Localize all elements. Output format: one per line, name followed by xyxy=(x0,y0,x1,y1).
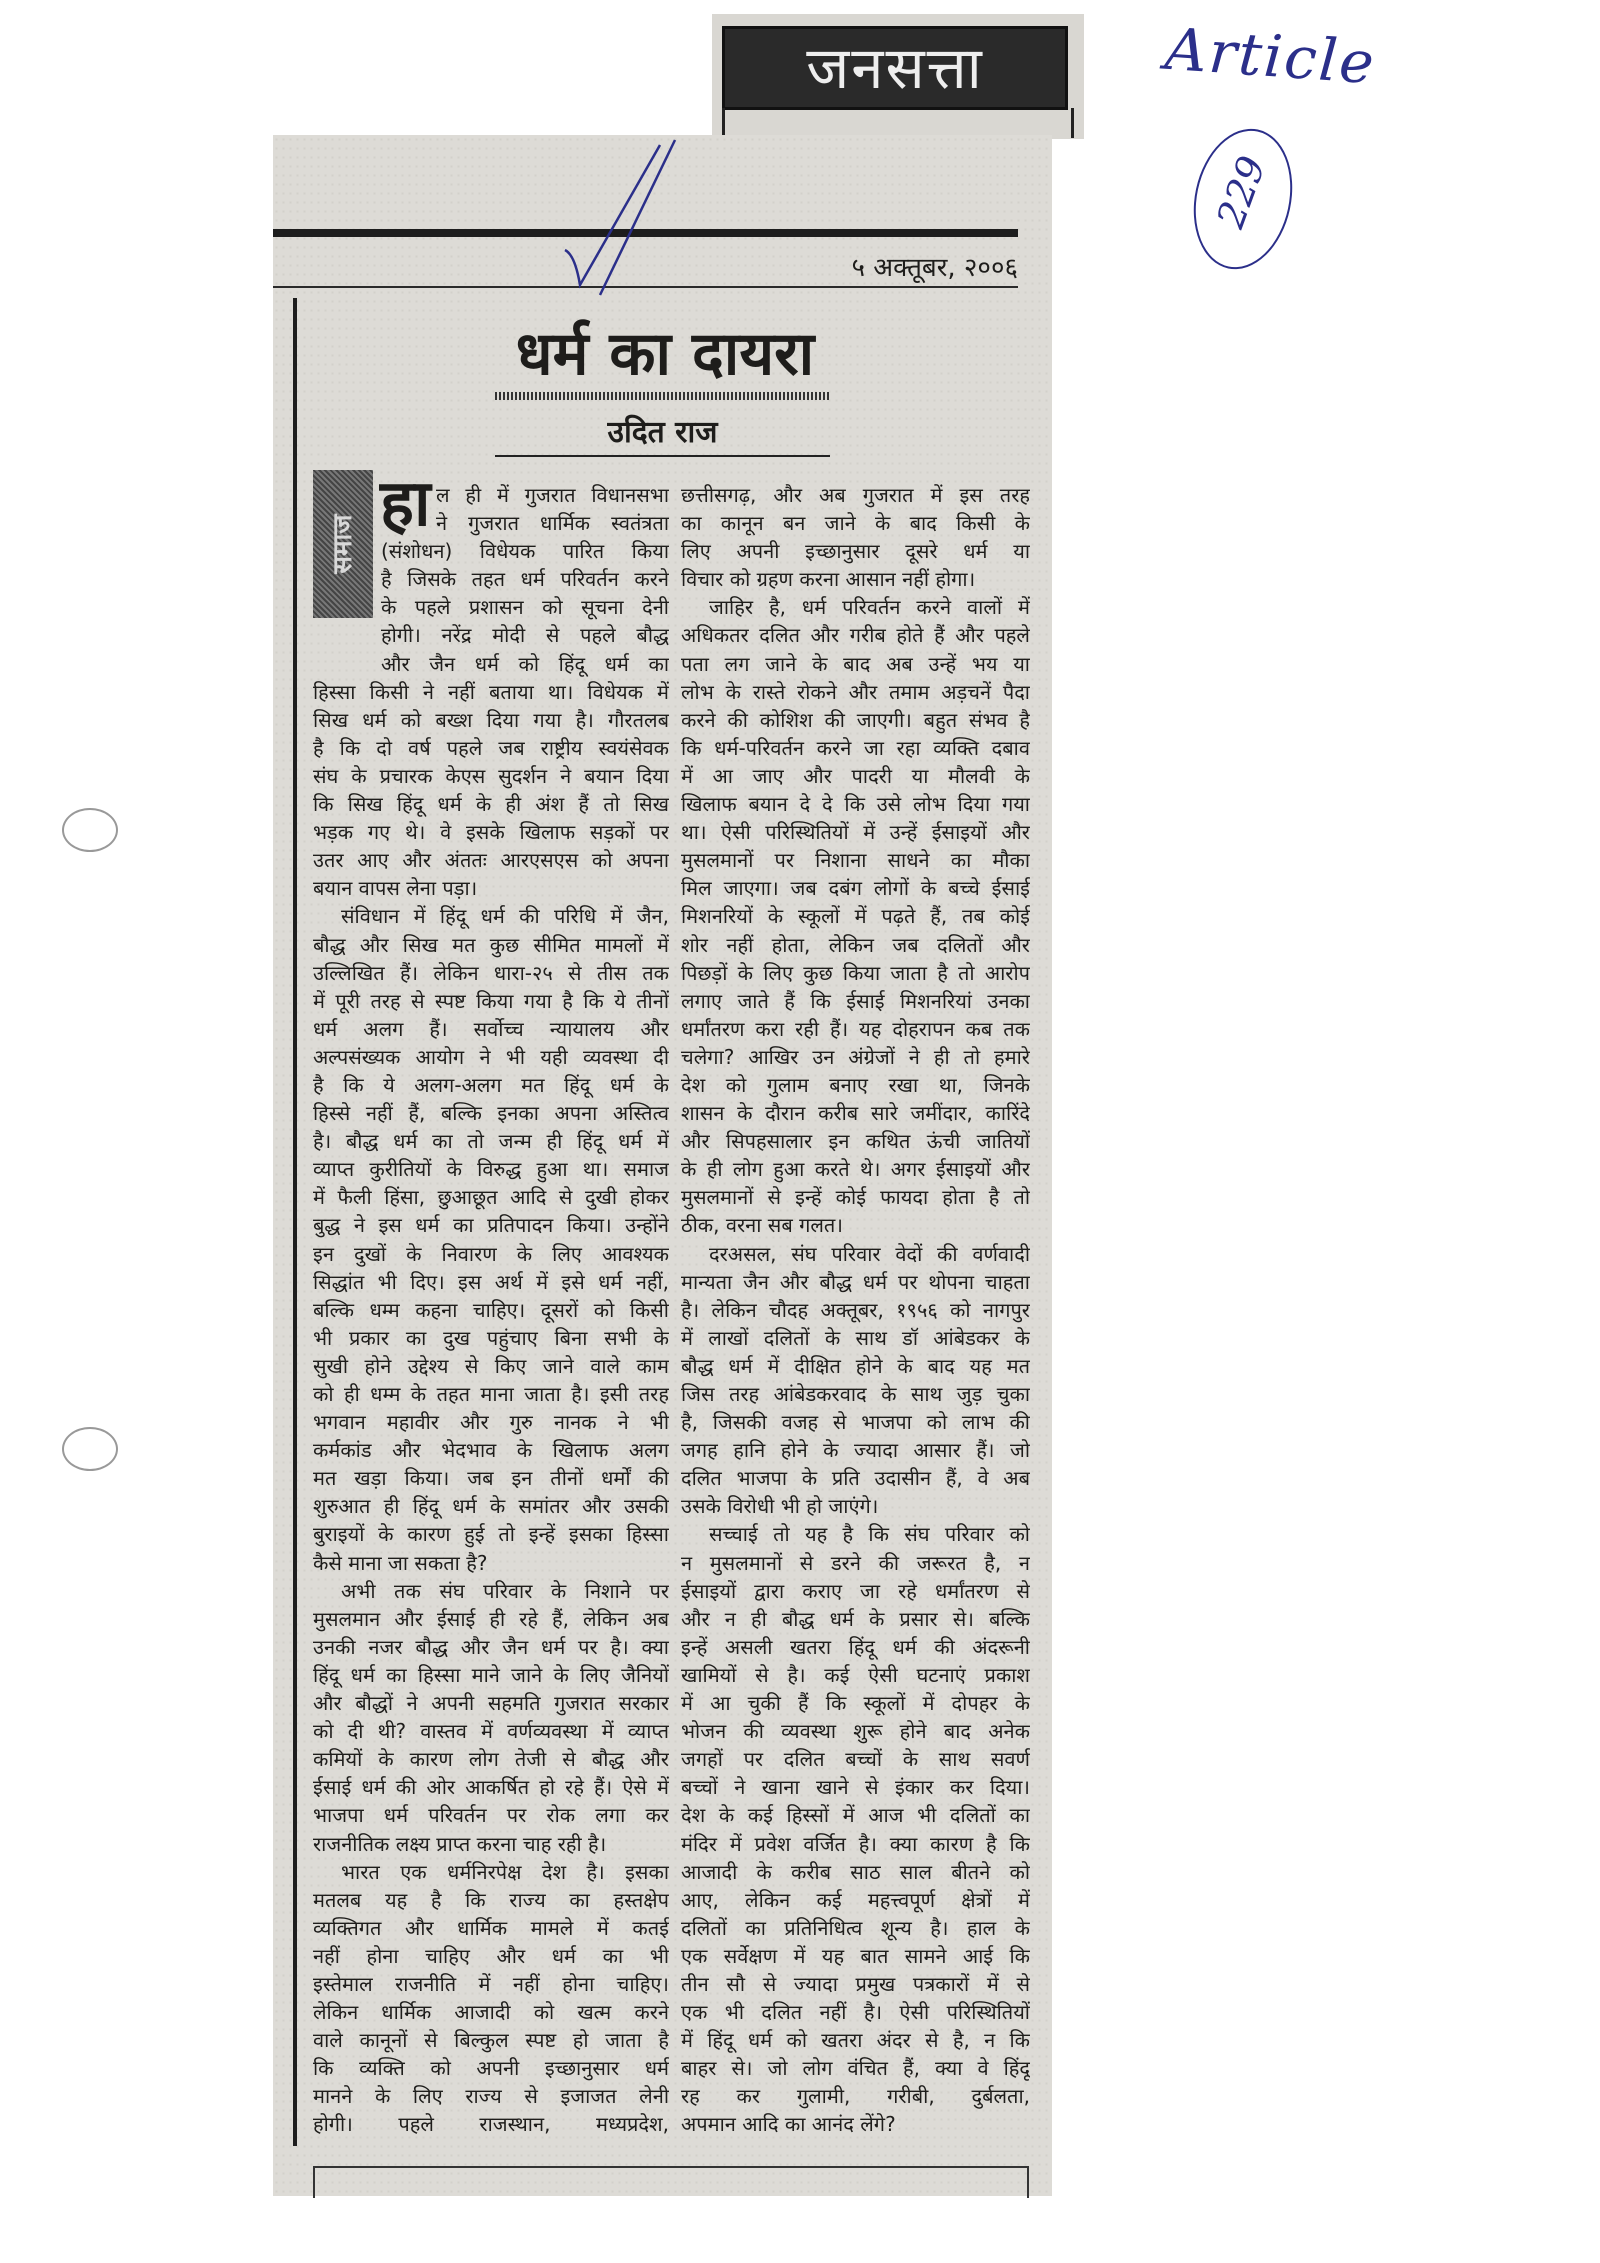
article-line: मुसलमान और ईसाई ही रहे हैं, लेकिन अब xyxy=(313,1606,669,1631)
article-line: मिशनरियों के स्कूलों में पढ़ते हैं, तब कोई xyxy=(681,904,1030,929)
article-line: शोर नहीं होता, लेकिन जब दलितों और xyxy=(681,932,1030,957)
article-column-left xyxy=(313,481,669,2139)
article-line: दरअसल, संघ परिवार वेदों की वर्णवादी xyxy=(709,1241,1030,1266)
article-line: है। लेकिन चौदह अक्तूबर, १९५६ को नागपुर xyxy=(681,1297,1030,1322)
article-column-right xyxy=(681,481,1030,2139)
checkmark-icon xyxy=(560,135,690,305)
column-border xyxy=(293,298,297,2146)
article-line: में लाखों दलितों के साथ डॉ आंबेडकर के xyxy=(681,1325,1030,1350)
article-line: भाजपा धर्म परिवर्तन पर रोक लगा कर xyxy=(313,1803,669,1828)
article-line: लेकिन धार्मिक आजादी को खत्म करने xyxy=(313,2000,669,2025)
article-line: लोभ के रास्ते रोकने और तमाम अड़चनें पैदा xyxy=(681,679,1030,704)
article-line: मानने के लिए राज्य से इजाजत लेनी xyxy=(313,2084,669,2109)
article-line: संविधान में हिंदू धर्म की परिधि में जैन, xyxy=(341,904,669,929)
masthead-frame xyxy=(722,108,1074,138)
article-line: अल्पसंख्यक आयोग ने भी यही व्यवस्था दी xyxy=(313,1044,669,1069)
article-line: बौद्ध और सिख मत कुछ सीमित मामलों में xyxy=(313,932,669,957)
article-line: में आ जाए और पादरी या मौलवी के xyxy=(681,763,1030,788)
article-line: उसके विरोधी भी हो जाएंगे। xyxy=(681,1494,879,1519)
article-line: मान्यता जैन और बौद्ध धर्म पर थोपना चाहता xyxy=(681,1269,1030,1294)
article-line: सुखी होने उद्देश्य से किए जाने वाले काम xyxy=(313,1353,669,1378)
article-line: जगह हानि होने के ज्यादा आसार हैं। जो xyxy=(681,1438,1030,1463)
article-line: है कि ये अलग-अलग मत हिंदू धर्म के xyxy=(313,1072,669,1097)
article-line: भगवान महावीर और गुरु नानक ने भी xyxy=(313,1410,669,1435)
article-line: है। बौद्ध धर्म का तो जन्म ही हिंदू धर्म में xyxy=(313,1129,669,1154)
article-line: मंदिर में प्रवेश वर्जित है। क्या कारण है कि xyxy=(681,1831,1030,1856)
article-line: पिछड़ों के लिए कुछ किया जाता है तो आरोप xyxy=(681,960,1030,985)
article-line: ल ही में गुजरात विधानसभा xyxy=(436,483,669,507)
article-line: इस्तेमाल राजनीति में नहीं होना चाहिए। xyxy=(313,1971,669,1996)
article-line: जिस तरह आंबेडकरवाद के साथ जुड़ चुका xyxy=(681,1382,1030,1406)
article-line: भड़क गए थे। वे इसके खिलाफ सड़कों पर xyxy=(313,820,669,845)
article-line: देश को गुलाम बनाए रखा था, जिनके xyxy=(681,1072,1030,1097)
article-line: का कानून बन जाने के बाद किसी के xyxy=(681,511,1030,536)
article-line: मिल जाएगा। जब दबंग लोगों के बच्चे ईसाई xyxy=(681,876,1030,901)
article-line: बाहर से। जो लोग वंचित हैं, क्या वे हिंदू xyxy=(681,2056,1030,2081)
article-line: चलेगा? आखिर उन अंग्रेजों ने ही तो हमारे xyxy=(681,1044,1030,1069)
article-line: को ही धम्म के तहत माना जाता है। इसी तरह xyxy=(313,1382,669,1406)
article-line: अधिकतर दलित और गरीब होते हैं और पहले xyxy=(681,623,1030,648)
article-line: ने गुजरात धार्मिक स्वतंत्रता xyxy=(436,511,669,536)
article-line: ठीक, वरना सब गलत। xyxy=(681,1213,843,1238)
article-line: हिंदू धर्म का हिस्सा माने जाने के लिए जैनियों xyxy=(313,1662,669,1687)
handwritten-number: 229 xyxy=(1208,150,1275,234)
article-line: मुसलमानों से इन्हें कोई फायदा होता है तो xyxy=(681,1185,1030,1210)
article-line: लगाए जाते हैं कि ईसाई मिशनरियां उनका xyxy=(681,988,1030,1013)
article-line: होगी। नरेंद्र मोदी से पहले बौद्ध xyxy=(381,623,669,648)
article-line: जगहों पर दलित बच्चों के साथ सवर्ण xyxy=(681,1747,1030,1772)
article-line: (संशोधन) विधेयक पारित किया xyxy=(381,539,669,564)
article-line: में आ चुकी हैं कि स्कूलों में दोपहर के xyxy=(681,1691,1030,1716)
title-divider xyxy=(495,392,830,400)
article-line: कमियों के कारण लोग तेजी से बौद्ध और xyxy=(313,1747,669,1772)
article-line: है जिसके तहत धर्म परिवर्तन करने xyxy=(381,567,669,592)
article-line: छत्तीसगढ़, और अब गुजरात में इस तरह xyxy=(681,483,1030,507)
article-line: है कि दो वर्ष पहले जब राष्ट्रीय स्वयंसेवक xyxy=(313,735,669,760)
author-divider xyxy=(495,455,830,457)
article-line: और सिपहसालार इन कथित ऊंची जातियों xyxy=(681,1129,1030,1154)
next-article-frame xyxy=(313,2166,1029,2198)
section-label: समाज xyxy=(328,514,358,574)
article-line: बयान वापस लेना पड़ा। xyxy=(313,876,478,901)
article-line: में हिंदू धर्म को खतरा अंदर से है, न कि xyxy=(681,2028,1030,2053)
article-line: सिद्धांत भी दिए। इस अर्थ में इसे धर्म नहीं, xyxy=(313,1269,669,1294)
article-line: शुरुआत ही हिंदू धर्म के समांतर और उसकी xyxy=(313,1494,669,1519)
drop-cap: हा xyxy=(380,467,431,541)
handwritten-note: Article xyxy=(1162,14,1378,98)
article-line: तीन सौ से ज्यादा प्रमुख पत्रकारों में से xyxy=(681,1971,1030,1996)
article-line: संघ के प्रचारक केएस सुदर्शन ने बयान दिया xyxy=(313,763,669,788)
article-line: हिस्सा किसी ने नहीं बताया था। विधेयक में xyxy=(313,679,669,704)
newspaper-masthead: जनसत्ता xyxy=(722,26,1068,110)
article-line: दलित भाजपा के प्रति उदासीन हैं, वे अब xyxy=(681,1466,1030,1491)
article-line: और न ही बौद्ध धर्म के प्रसार से। बल्कि xyxy=(681,1606,1030,1631)
article-line: व्याप्त कुरीतियों के विरुद्ध हुआ था। समाज xyxy=(313,1157,669,1182)
article-author: उदित राज xyxy=(607,415,718,450)
article-line: उतर आए और अंततः आरएसएस को अपना xyxy=(313,848,669,873)
article-line: में पूरी तरह से स्पष्ट किया गया है कि ये तीनों xyxy=(313,988,669,1013)
article-line: आजादी के करीब साठ साल बीतने को xyxy=(681,1859,1030,1884)
article-line: और जैन धर्म को हिंदू धर्म का xyxy=(381,651,669,676)
article-line: को दी थी? वास्तव में वर्णव्यवस्था में व्याप्त xyxy=(313,1719,669,1744)
article-line: एक सर्वेक्षण में यह बात सामने आई कि xyxy=(681,1943,1030,1968)
article-line: आए, लेकिन कई महत्त्वपूर्ण क्षेत्रों में xyxy=(681,1887,1030,1912)
article-line: मत खड़ा किया। जब इन तीनों धर्मों की xyxy=(313,1466,669,1491)
article-line: इन दुखों के निवारण के लिए आवश्यक xyxy=(313,1241,669,1266)
article-line: सिख धर्म को बख्श दिया गया है। गौरतलब xyxy=(313,707,669,732)
article-line: हिस्से नहीं हैं, बल्कि इनका अपना अस्तित्व xyxy=(313,1101,669,1126)
article-line: लिए अपनी इच्छानुसार दूसरे धर्म या xyxy=(681,539,1030,564)
article-line: ईसाइयों द्वारा कराए जा रहे धर्मांतरण से xyxy=(681,1578,1030,1603)
article-line: और बौद्धों ने अपनी सहमति गुजरात सरकार xyxy=(313,1691,669,1716)
article-line: भारत एक धर्मनिरपेक्ष देश है। इसका xyxy=(341,1859,669,1884)
article-line: भी प्रकार का दुख पहुंचाए बिना सभी के xyxy=(313,1325,669,1350)
article-line: वाले कानूनों से बिल्कुल स्पष्ट हो जाता है xyxy=(313,2028,669,2053)
article-line: मुसलमानों पर निशाना साधने का मौका xyxy=(681,848,1030,873)
article-title: धर्म का दायरा xyxy=(515,319,815,389)
punch-hole xyxy=(62,1427,118,1471)
article-line: शासन के दौरान करीब सारे जमींदार, कारिंदे xyxy=(681,1101,1030,1126)
publication-date: ५ अक्तूबर, २००६ xyxy=(851,253,1018,283)
article-line: कि व्यक्ति को अपनी इच्छानुसार धर्म xyxy=(313,2056,669,2081)
article-line: कि धर्म-परिवर्तन करने जा रहा व्यक्ति दबाव xyxy=(681,735,1030,760)
article-line: ईसाई धर्म की ओर आकर्षित हो रहे हैं। ऐसे में xyxy=(313,1775,669,1800)
article-line: राजनीतिक लक्ष्य प्राप्त करना चाह रही है। xyxy=(313,1831,607,1856)
article-line: सच्चाई तो यह है कि संघ परिवार को xyxy=(709,1522,1030,1547)
article-line: होगी। पहले राजस्थान, मध्यप्रदेश, xyxy=(313,2112,669,2137)
article-line: धर्म अलग हैं। सर्वोच्च न्यायालय और xyxy=(313,1016,669,1041)
article-line: खिलाफ बयान दे दे कि उसे लोभ दिया गया xyxy=(681,792,1030,817)
article-line: के ही लोग हुआ करते थे। अगर ईसाइयों और xyxy=(681,1157,1030,1182)
article-line: है, जिसकी वजह से भाजपा को लाभ की xyxy=(681,1410,1030,1435)
article-line: देश के कई हिस्सों में आज भी दलितों का xyxy=(681,1803,1030,1828)
article-line: बुराइयों के कारण हुई तो इन्हें इसका हिस्सा xyxy=(313,1522,669,1547)
article-line: उल्लिखित हैं। लेकिन धारा-२५ से तीस तक xyxy=(313,960,669,985)
punch-hole xyxy=(62,808,118,852)
article-line: रह कर गुलामी, गरीबी, दुर्बलता, xyxy=(681,2084,1030,2109)
article-line: बौद्ध धर्म में दीक्षित होने के बाद यह मत xyxy=(681,1353,1030,1378)
article-line: व्यक्तिगत और धार्मिक मामले में कतई xyxy=(313,1915,669,1940)
article-line: भोजन की व्यवस्था शुरू होने बाद अनेक xyxy=(681,1719,1030,1744)
article-line: उनकी नजर बौद्ध और जैन धर्म पर है। क्या xyxy=(313,1634,669,1659)
article-line: में फैली हिंसा, छुआछूत आदि से दुखी होकर xyxy=(313,1185,669,1210)
article-line: बुद्ध ने इस धर्म का प्रतिपादन किया। उन्होंने xyxy=(313,1213,669,1238)
article-line: करने की कोशिश की जाएगी। बहुत संभव है xyxy=(681,707,1030,732)
article-line: न मुसलमानों से डरने की जरूरत है, न xyxy=(681,1550,1030,1575)
article-line: बल्कि धम्म कहना चाहिए। दूसरों को किसी xyxy=(313,1297,669,1322)
article-line: विचार को ग्रहण करना आसान नहीं होगा। xyxy=(681,567,976,592)
article-line: अभी तक संघ परिवार के निशाने पर xyxy=(341,1578,669,1603)
article-line: इन्हें असली खतरा हिंदू धर्म की अंदरूनी xyxy=(681,1634,1030,1659)
article-line: के पहले प्रशासन को सूचना देनी xyxy=(381,595,669,620)
article-line: अपमान आदि का आनंद लेंगे? xyxy=(681,2112,896,2137)
article-line: खामियों से है। कई ऐसी घटनाएं प्रकाश xyxy=(681,1662,1030,1687)
article-line: कि सिख हिंदू धर्म के ही अंश हैं तो सिख xyxy=(313,792,669,817)
article-line: था। ऐसी परिस्थितियों में उन्हें ईसाइयों और xyxy=(681,820,1030,845)
article-line: पता लग जाने के बाद अब उन्हें भय या xyxy=(681,651,1030,676)
article-line: जाहिर है, धर्म परिवर्तन करने वालों में xyxy=(709,595,1030,620)
article-line: कैसे माना जा सकता है? xyxy=(313,1550,488,1575)
article-line: नहीं होना चाहिए और धर्म का भी xyxy=(313,1943,669,1968)
article-line: मतलब यह है कि राज्य का हस्तक्षेप xyxy=(313,1887,669,1912)
article-line: बच्चों ने खाना खाने से इंकार कर दिया। xyxy=(681,1775,1030,1800)
article-line: दलितों का प्रतिनिधित्व शून्य है। हाल के xyxy=(681,1915,1030,1940)
article-line: कर्मकांड और भेदभाव के खिलाफ अलग xyxy=(313,1438,669,1463)
article-line: एक भी दलित नहीं है। ऐसी परिस्थितियों xyxy=(681,2000,1030,2025)
article-line: धर्मांतरण करा रही हैं। यह दोहरापन कब तक xyxy=(681,1016,1030,1041)
